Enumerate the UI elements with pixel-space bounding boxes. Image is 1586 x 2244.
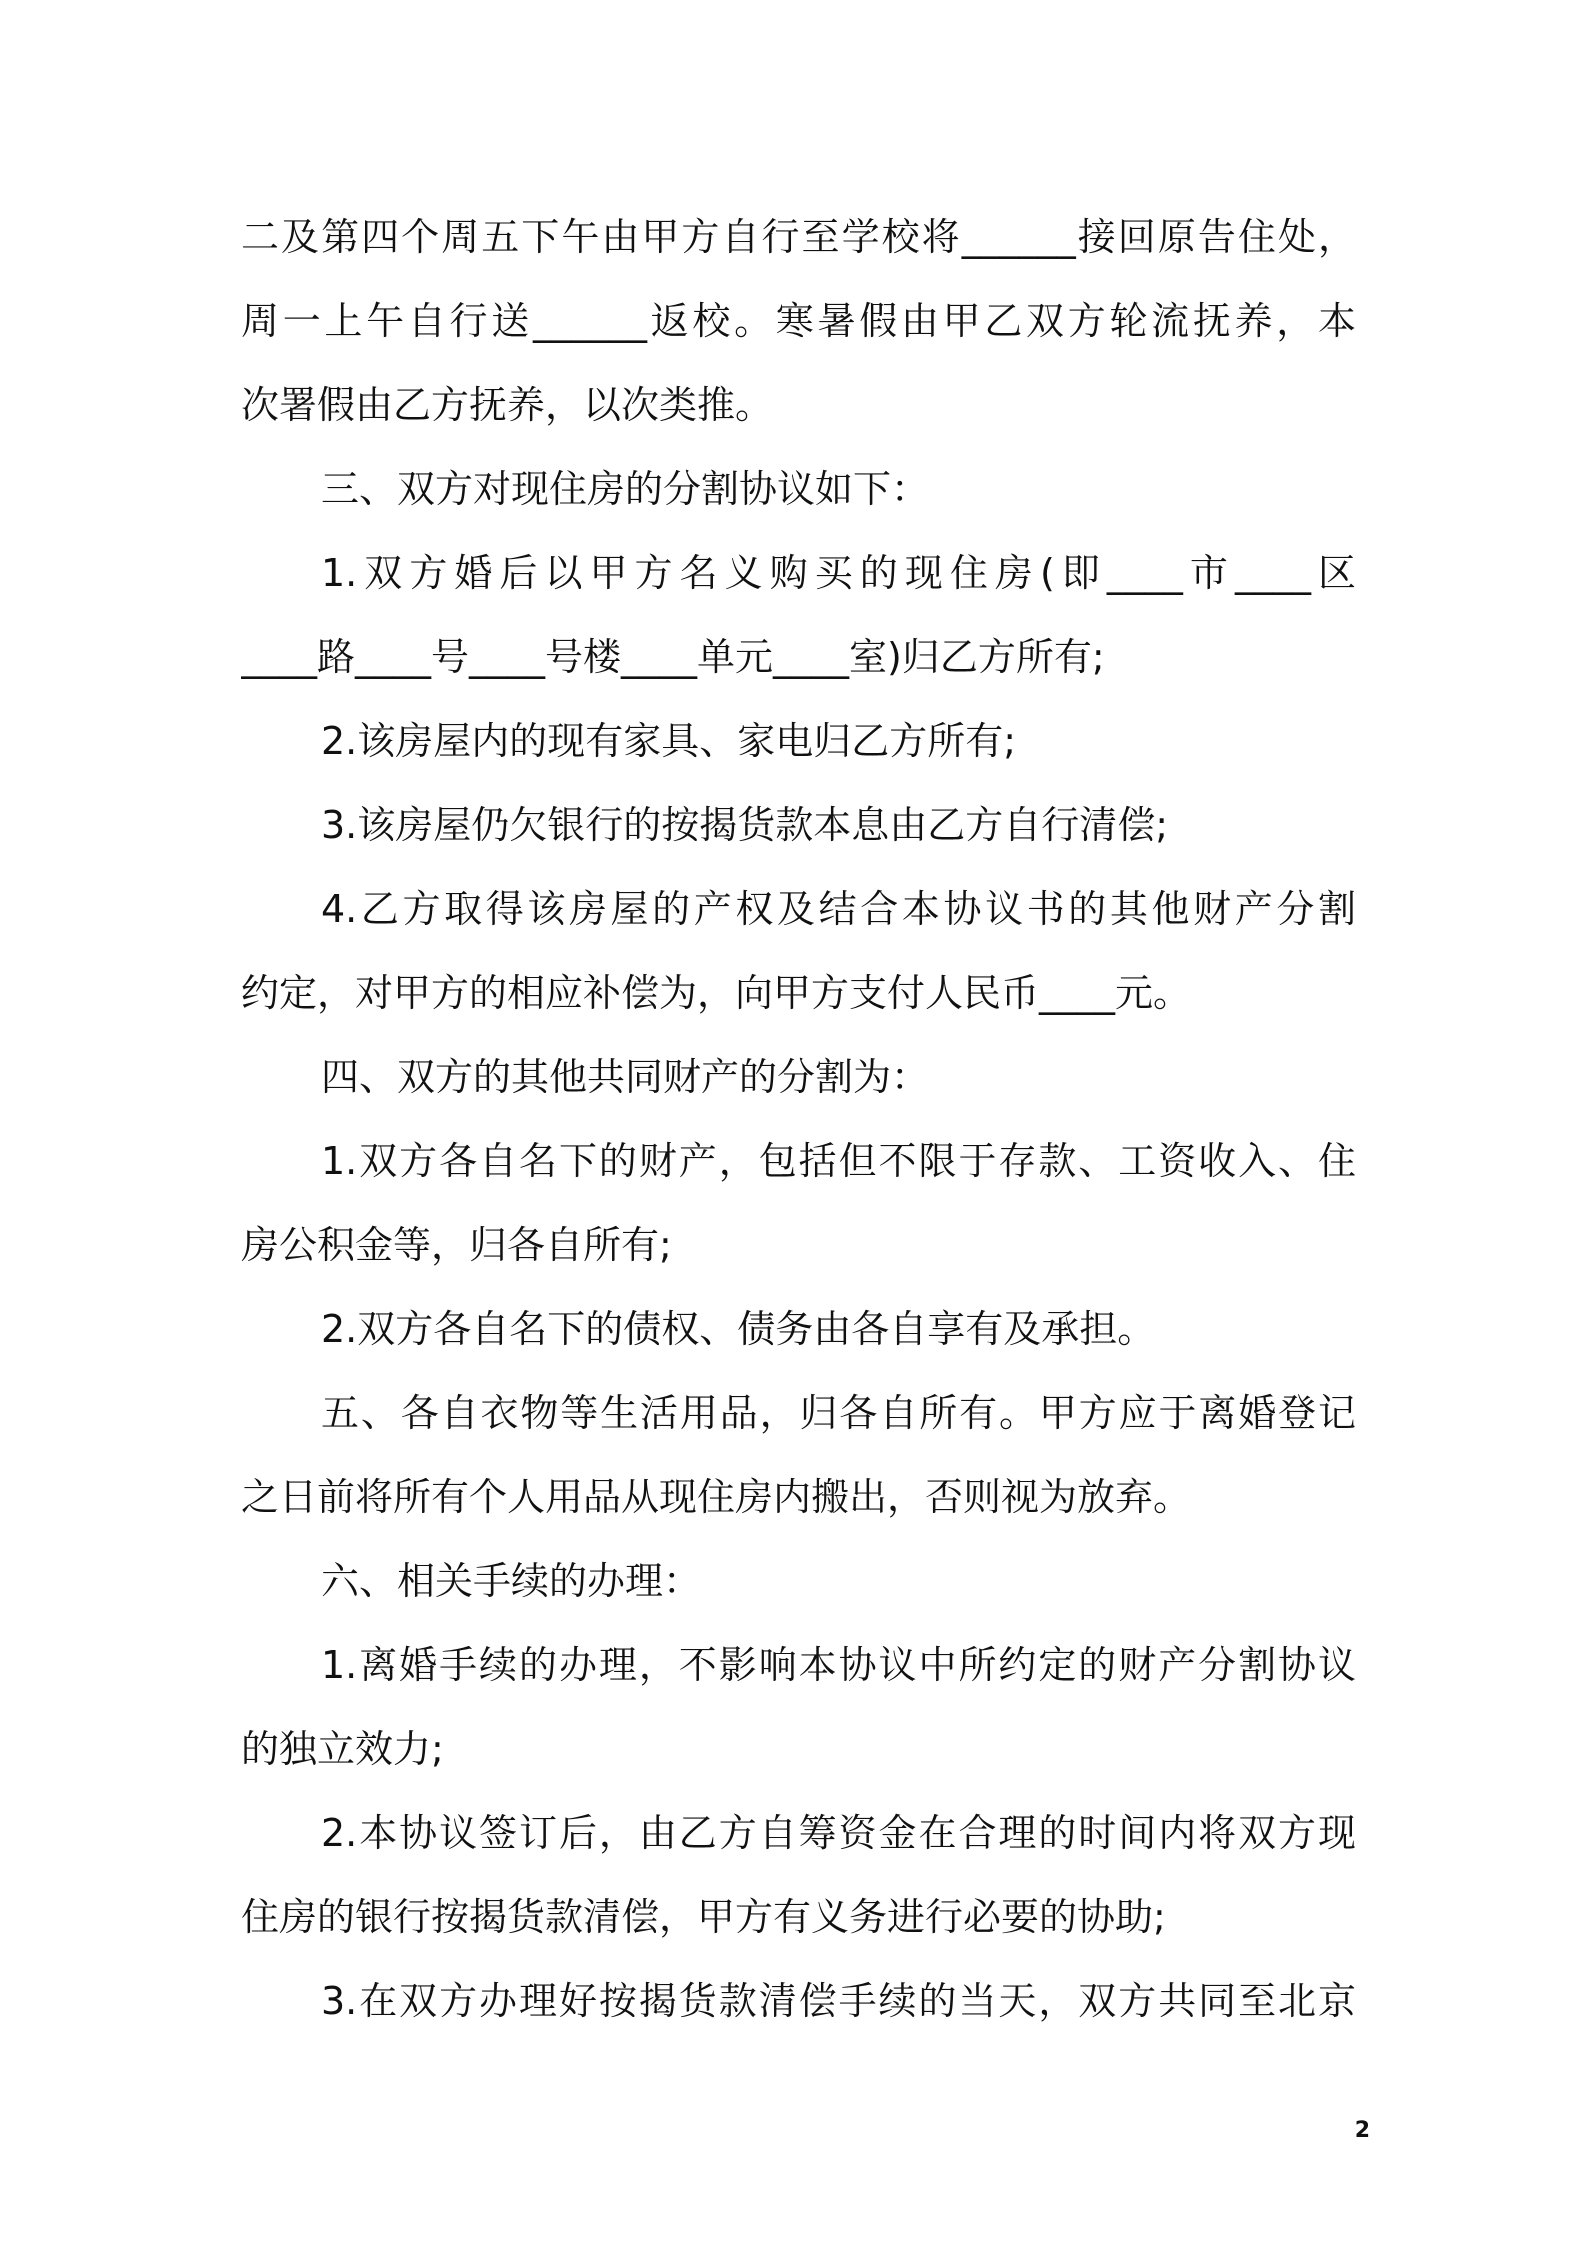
text-line: 之日前将所有个人用品从现住房内搬出，否则视为放弃。 bbox=[241, 1475, 1192, 1519]
text-line: 4.乙方取得该房屋的产权及结合本协议书的其他财产分割 bbox=[321, 887, 1356, 931]
text-line: 1.离婚手续的办理，不影响本协议中所约定的财产分割协议 bbox=[321, 1643, 1356, 1687]
text-line: 2.双方各自名下的债权、债务由各自享有及承担。 bbox=[321, 1307, 1156, 1351]
text-line: 约定，对甲方的相应补偿为，向甲方支付人民币____元。 bbox=[241, 971, 1192, 1015]
text-line: 房公积金等，归各自所有; bbox=[241, 1223, 672, 1267]
text-line: 的独立效力; bbox=[241, 1727, 444, 1771]
text-line: 二及第四个周五下午由甲方自行至学校将______接回原告住处， bbox=[241, 215, 1356, 259]
text-line: 2.本协议签订后，由乙方自筹资金在合理的时间内将双方现 bbox=[321, 1811, 1356, 1855]
text-line: 2.该房屋内的现有家具、家电归乙方所有; bbox=[321, 719, 1017, 763]
text-line: 周一上午自行送______返校。寒暑假由甲乙双方轮流抚养，本 bbox=[241, 299, 1356, 343]
text-line: 1.双方各自名下的财产，包括但不限于存款、工资收入、住 bbox=[321, 1139, 1356, 1183]
text-line: 3.在双方办理好按揭货款清偿手续的当天，双方共同至北京 bbox=[321, 1979, 1356, 2023]
text-line: 次署假由乙方抚养，以次类推。 bbox=[241, 383, 774, 427]
page-number: 2 bbox=[1354, 2118, 1370, 2143]
section-heading: 三、双方对现住房的分割协议如下： bbox=[321, 467, 930, 511]
document-body bbox=[241, 195, 1356, 2043]
section-heading: 五、各自衣物等生活用品，归各自所有。甲方应于离婚登记 bbox=[321, 1391, 1356, 1435]
text-line: 3.该房屋仍欠银行的按揭货款本息由乙方自行清偿; bbox=[321, 803, 1169, 847]
text-line: ____路____号____号楼____单元____室)归乙方所有; bbox=[241, 635, 1105, 679]
section-heading: 六、相关手续的办理： bbox=[321, 1559, 702, 1603]
text-line: 1.双方婚后以甲方名义购买的现住房(即____市____区 bbox=[321, 551, 1356, 595]
text-line: 住房的银行按揭货款清偿，甲方有义务进行必要的协助; bbox=[241, 1895, 1166, 1939]
section-heading: 四、双方的其他共同财产的分割为： bbox=[321, 1055, 930, 1099]
